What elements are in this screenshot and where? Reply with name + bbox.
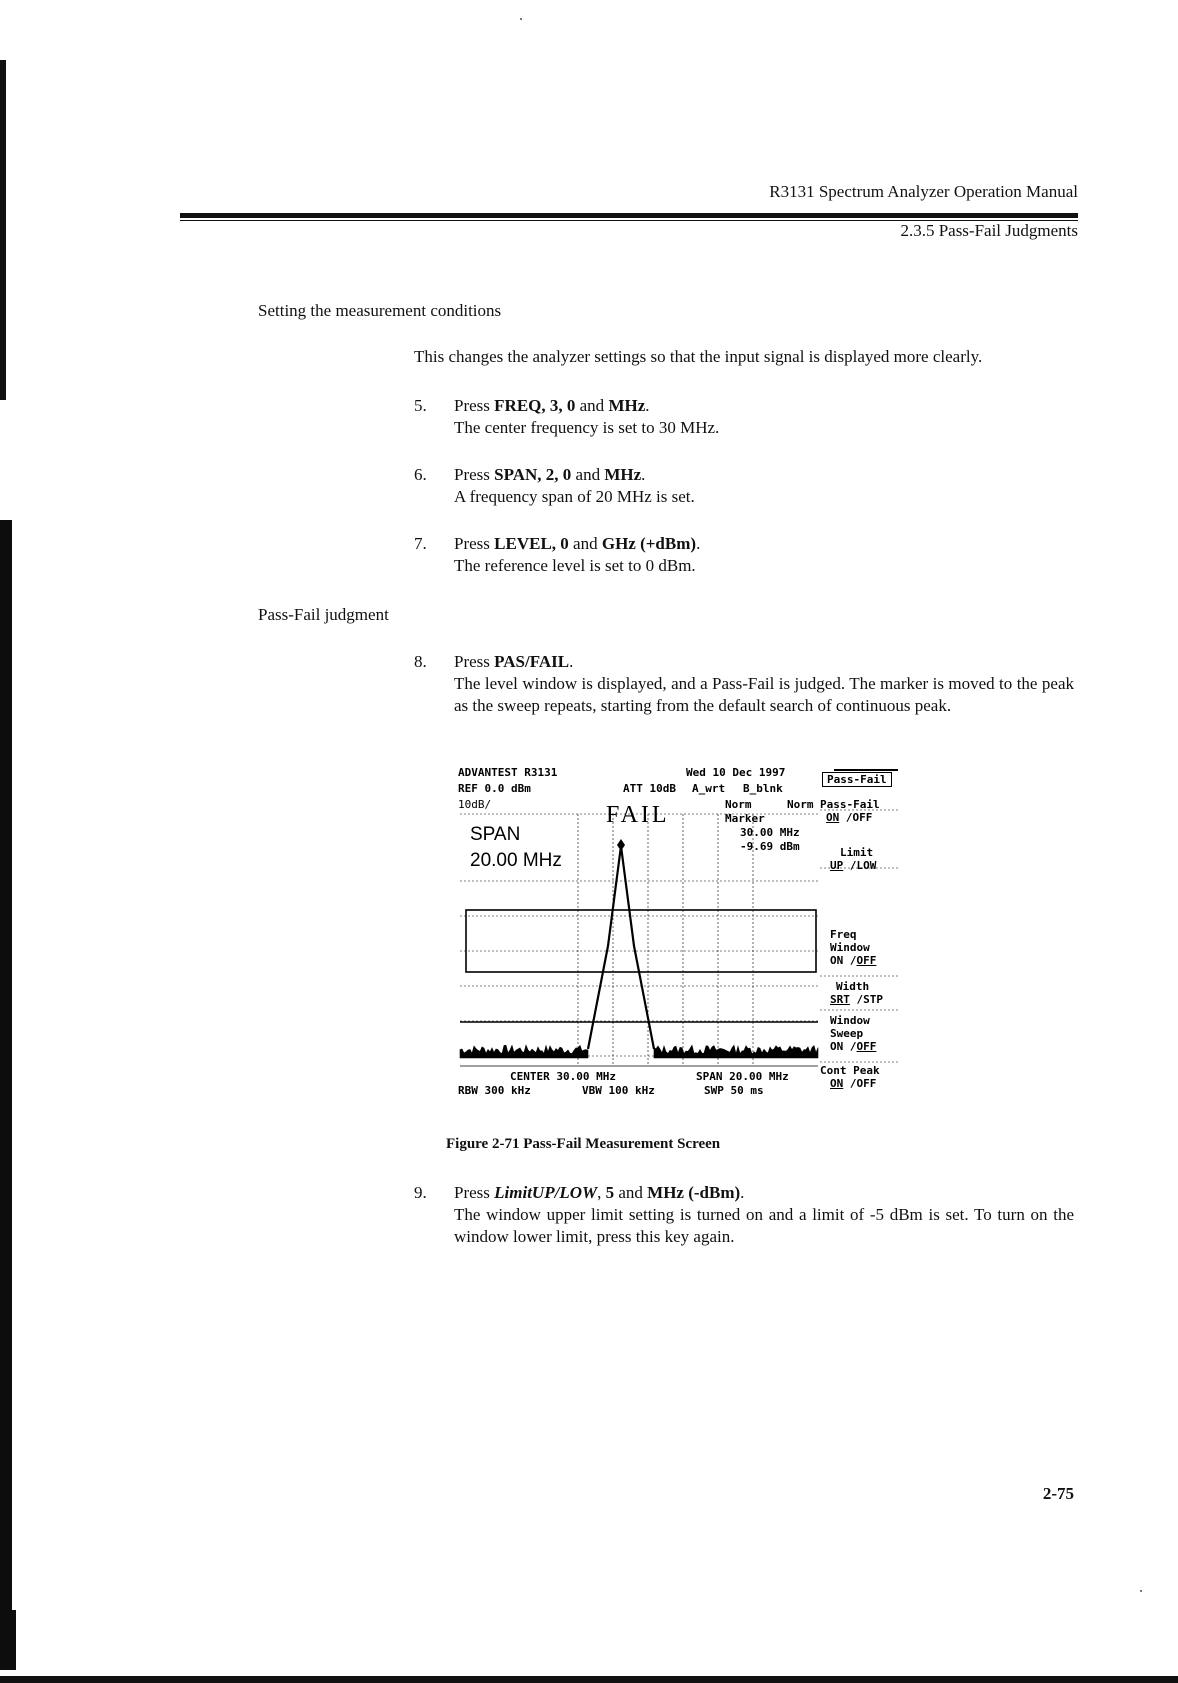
softkey-menu-title: Pass-Fail xyxy=(822,772,892,787)
scan-binding-edge xyxy=(0,60,6,400)
header-rule xyxy=(180,213,1078,218)
key-sequence: SPAN, 2, 0 xyxy=(494,465,572,484)
softkey-label: Limit xyxy=(840,846,874,859)
date-label: Wed 10 Dec 1997 xyxy=(686,766,786,779)
key-name: PAS/FAIL xyxy=(494,652,570,671)
step-number: 5. xyxy=(414,396,427,415)
step-result: The window upper limit setting is turned on and a limit of -5 dBm is set. To turn on the window lower limit, press this key again. xyxy=(454,1205,1074,1246)
step-result: The reference level is set to 0 dBm. xyxy=(454,556,696,575)
key-name: GHz (+dBm) xyxy=(601,534,697,553)
rbw: RBW 300 kHz xyxy=(458,1084,531,1097)
intro-paragraph: This changes the analyzer settings so that the input signal is displayed more clearly. xyxy=(414,347,983,366)
step-number: 6. xyxy=(414,465,427,484)
scale-label: 10dB/ xyxy=(458,798,492,811)
step-result: The level window is displayed, and a Pass-Fail is judged. The marker is moved to the peak as the sweep repeats, starting from the default search of continuous peak. xyxy=(454,674,1074,715)
step-result: The center frequency is set to 30 MHz. xyxy=(454,418,720,437)
scan-speck xyxy=(1140,1590,1142,1592)
figure-caption: Figure 2-71 Pass-Fail Measurement Screen xyxy=(446,1136,721,1152)
marker-level: -9.69 dBm xyxy=(740,840,800,853)
detector-b: Norm xyxy=(787,798,814,811)
softkey-label: Pass-Fail xyxy=(820,798,880,811)
scan-binding-edge xyxy=(6,1610,16,1670)
key-name: MHz xyxy=(608,396,646,415)
marker-label: Marker xyxy=(725,812,765,825)
manual-title: R3131 Spectrum Analyzer Operation Manual xyxy=(769,182,1078,201)
subheading-setting-conditions: Setting the measurement conditions xyxy=(258,301,502,320)
marker-frequency: 30.00 MHz xyxy=(740,826,800,839)
step-number: 8. xyxy=(414,652,427,671)
span-value: 20.00 MHz xyxy=(470,850,562,871)
brand-label: ADVANTEST R3131 xyxy=(458,766,558,779)
softkey-cont-peak[interactable]: Cont Peak ON /OFF xyxy=(820,1064,880,1090)
analyzer-screen xyxy=(458,766,906,1106)
softkey-name: LimitUP/LOW xyxy=(494,1183,598,1202)
scan-speck xyxy=(520,18,522,20)
softkey-pass-fail[interactable]: Pass-Fail ON /OFF xyxy=(820,798,880,824)
span-setting: SPAN 20.00 MHz xyxy=(696,1070,789,1083)
vbw: VBW 100 kHz xyxy=(582,1084,655,1097)
scan-bottom-edge xyxy=(0,1676,1178,1683)
trace-b-mode: B_blnk xyxy=(743,782,783,795)
softkey-limit[interactable]: Limit UP /LOW xyxy=(830,846,876,872)
detector-a: Norm xyxy=(725,798,752,811)
step-number: 9. xyxy=(414,1183,427,1202)
sweep-time: SWP 50 ms xyxy=(704,1084,764,1097)
key-sequence: FREQ, 3, 0 xyxy=(494,396,576,415)
softkey-window-sweep[interactable]: Window Sweep ON /OFF xyxy=(830,1014,877,1053)
span-label: SPAN xyxy=(470,824,521,845)
key-name: MHz (-dBm) xyxy=(647,1183,741,1202)
key-name: 5 xyxy=(605,1183,615,1202)
section-title: 2.3.5 Pass-Fail Judgments xyxy=(900,221,1078,240)
subheading-pass-fail: Pass-Fail judgment xyxy=(258,605,389,624)
step-result: A frequency span of 20 MHz is set. xyxy=(454,487,695,506)
step-number: 7. xyxy=(414,534,427,553)
fail-indicator: FAIL xyxy=(606,802,670,828)
center-frequency: CENTER 30.00 MHz xyxy=(510,1070,616,1083)
key-sequence: LEVEL, 0 xyxy=(494,534,569,553)
softkey-freq-window[interactable]: Freq Window ON /OFF xyxy=(830,928,877,967)
attenuation: ATT 10dB xyxy=(623,782,676,795)
page-number: 2-75 xyxy=(1042,1484,1074,1503)
scan-binding-edge xyxy=(0,520,12,1670)
trace-a-mode: A_wrt xyxy=(692,782,726,795)
softkey-width[interactable]: Width SRT /STP xyxy=(830,980,883,1006)
key-name: MHz xyxy=(604,465,642,484)
ref-level: REF 0.0 dBm xyxy=(458,782,531,795)
